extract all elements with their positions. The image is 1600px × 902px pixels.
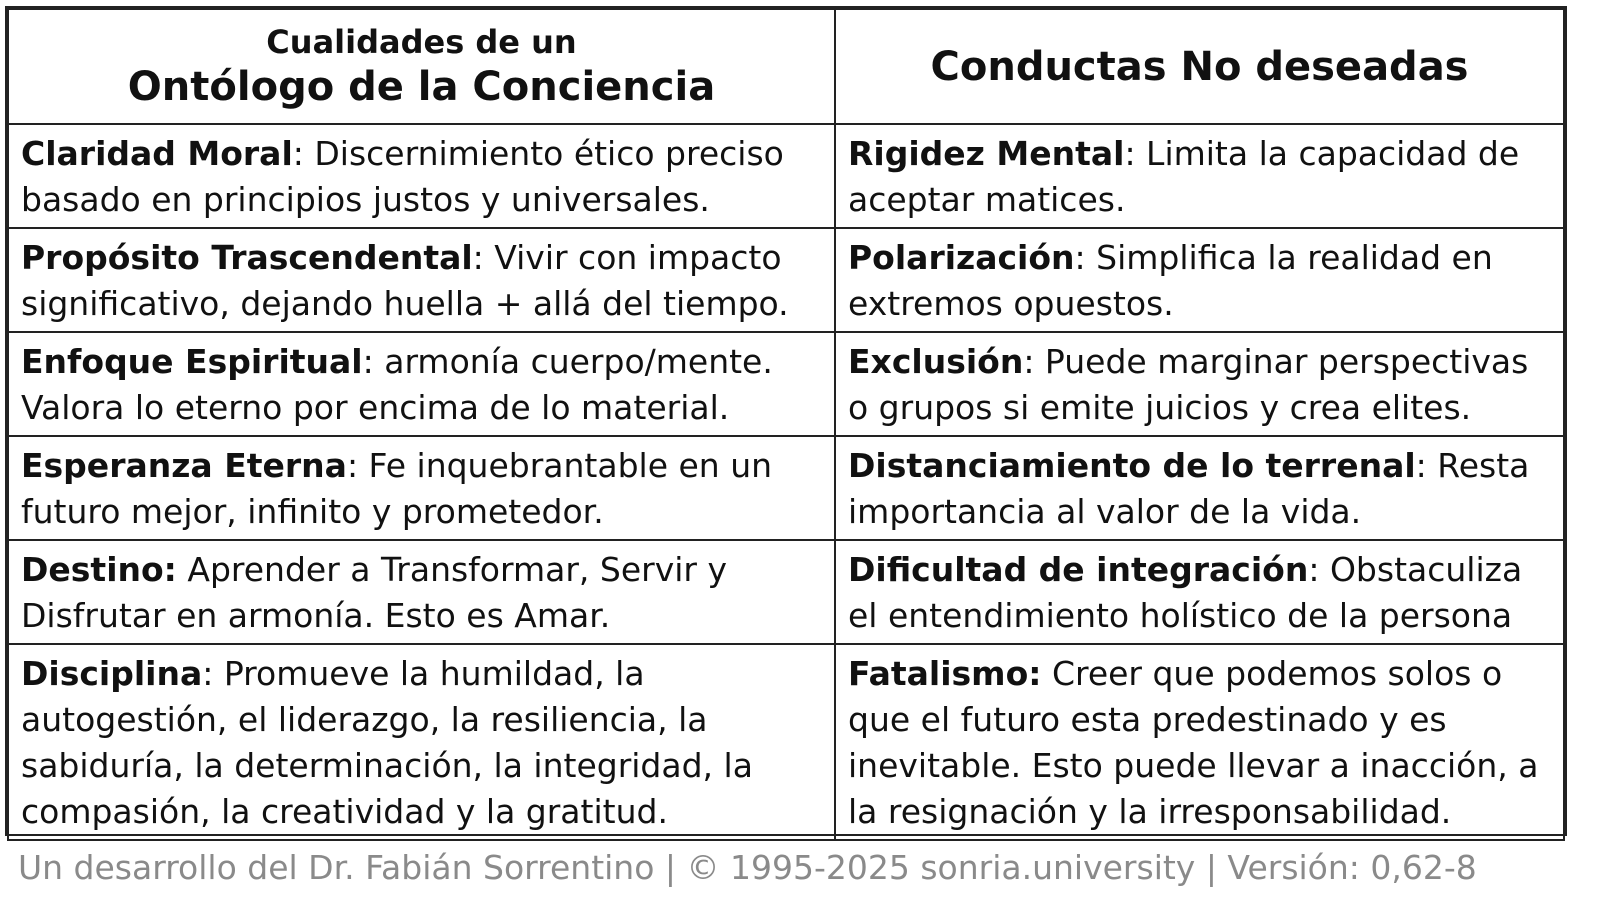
behavior-description: Limita la capacidad de aceptar matices.: [848, 134, 1520, 219]
quality-separator: :: [362, 342, 374, 381]
behavior-separator: :: [1308, 550, 1320, 589]
behavior-term: Dificultad de integración: [848, 550, 1309, 589]
behavior-cell: [835, 124, 1564, 228]
quality-term: Disciplina: [21, 654, 203, 693]
quality-term: Destino:: [21, 550, 177, 589]
quality-cell: [8, 540, 835, 644]
behavior-separator: :: [1074, 238, 1086, 277]
header-undesired-behaviors: [835, 9, 1564, 124]
table-row: [8, 540, 1564, 644]
table-row: [8, 332, 1564, 436]
table-row: [8, 124, 1564, 228]
behavior-term: Polarización: [848, 238, 1075, 277]
quality-separator: :: [292, 134, 304, 173]
behavior-description: Puede marginar perspectivas o grupos si emite juicios y crea elites.: [848, 342, 1529, 427]
behavior-separator: :: [1023, 342, 1035, 381]
quality-description: armonía cuerpo/mente. Valora lo eterno por encima de lo material.: [21, 342, 773, 427]
header-qualities-line2: Ontólogo de la Conciencia: [127, 63, 716, 110]
behavior-description: Simplifica la realidad en extremos opuestos.: [848, 238, 1493, 323]
header-undesired-label: Conductas No deseadas: [930, 43, 1469, 90]
behavior-description: Obstaculiza el entendimiento holístico de la persona: [848, 550, 1523, 635]
behavior-cell: [835, 228, 1564, 332]
table-row: [8, 644, 1564, 840]
behavior-separator: :: [1124, 134, 1136, 173]
qualities-vs-behaviors-table: [7, 8, 1565, 841]
quality-term: Propósito Trascendental: [21, 238, 473, 277]
quality-description: Aprender a Transformar, Servir y Disfrutar en armonía. Esto es Amar.: [21, 550, 727, 635]
quality-cell: [8, 644, 835, 840]
quality-cell: [8, 228, 835, 332]
quality-cell: [8, 436, 835, 540]
quality-term: Enfoque Espiritual: [21, 342, 363, 381]
header-qualities-line1: Cualidades de un: [266, 22, 577, 61]
comparison-table: [5, 6, 1567, 836]
behavior-description: Resta importancia al valor de la vida.: [848, 446, 1530, 531]
behavior-cell: [835, 540, 1564, 644]
behavior-term: Rigidez Mental: [848, 134, 1125, 173]
behavior-term: Distanciamiento de lo terrenal: [848, 446, 1416, 485]
quality-separator: :: [202, 654, 214, 693]
behavior-term: Exclusión: [848, 342, 1024, 381]
quality-description: Promueve la humildad, la autogestión, el liderazgo, la resiliencia, la sabiduría, la determinación, la integridad, la compasión, la creatividad y la gratitud.: [21, 654, 753, 831]
behavior-term: Fatalismo:: [848, 654, 1042, 693]
behavior-separator: :: [1415, 446, 1427, 485]
table-row: [8, 228, 1564, 332]
quality-term: Esperanza Eterna: [21, 446, 347, 485]
quality-cell: [8, 124, 835, 228]
quality-description: Fe inquebrantable en un futuro mejor, infinito y prometedor.: [21, 446, 773, 531]
header-qualities: [8, 9, 835, 124]
behavior-description: Creer que podemos solos o que el futuro esta predestinado y es inevitable. Esto puede llevar a inacción, a la resignación y la irresponsabilidad.: [848, 654, 1539, 831]
quality-separator: :: [346, 446, 359, 485]
footer-credits: Un desarrollo del Dr. Fabián Sorrentino | © 1995-2025 sonria.university | Versión: 0,62-8: [18, 848, 1477, 887]
behavior-cell: [835, 436, 1564, 540]
behavior-cell: [835, 644, 1564, 840]
quality-description: Vivir con impacto significativo, dejando huella + allá del tiempo.: [21, 238, 789, 323]
quality-description: Discernimiento ético preciso basado en principios justos y universales.: [21, 134, 784, 219]
table-row: [8, 436, 1564, 540]
quality-separator: :: [472, 238, 484, 277]
behavior-cell: [835, 332, 1564, 436]
quality-term: Claridad Moral: [21, 134, 293, 173]
table-header-row: [8, 9, 1564, 124]
quality-cell: [8, 332, 835, 436]
